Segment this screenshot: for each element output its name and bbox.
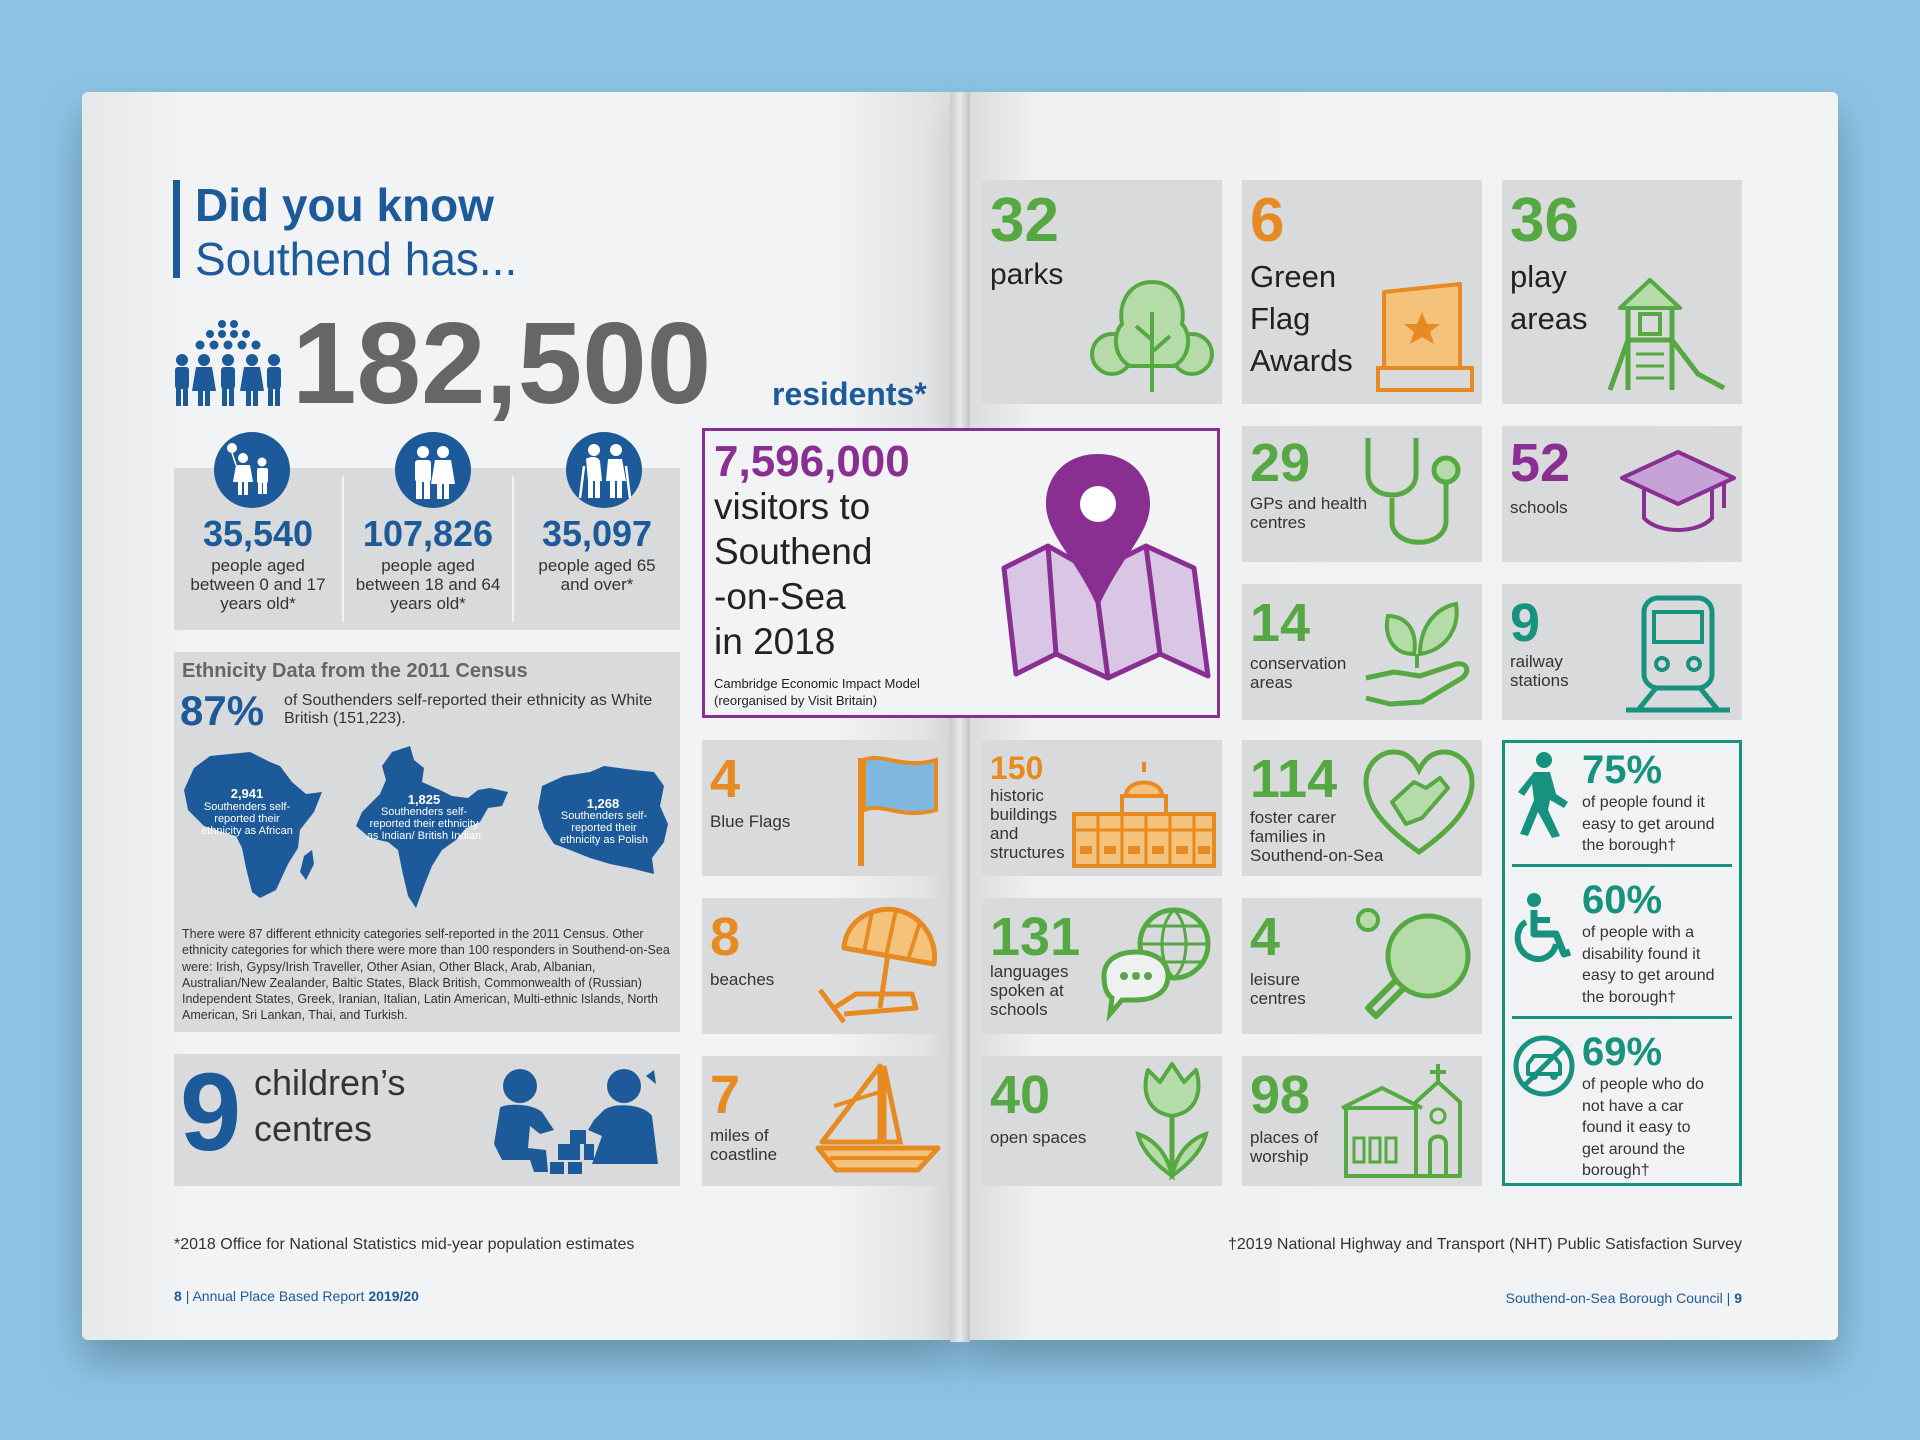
walking-percent: 75% <box>1582 748 1663 792</box>
railway-label: railway stations <box>1510 652 1569 691</box>
childrens-centres-line1: children’s <box>254 1062 406 1103</box>
play-areas-number: 36 <box>1510 186 1579 255</box>
visitors-line2: Southend <box>714 531 873 572</box>
page-subtitle: Southend has... <box>195 233 518 285</box>
transport-divider <box>1512 1016 1732 1019</box>
no-car-percent: 69% <box>1582 1030 1663 1074</box>
beaches-number: 8 <box>710 907 741 967</box>
play-areas-label: play areas <box>1510 259 1588 336</box>
no-car-icon <box>1512 1034 1576 1098</box>
left-page-number: 8 <box>174 1288 182 1304</box>
conservation-label: conservation areas <box>1250 654 1347 693</box>
languages-number: 131 <box>990 907 1081 967</box>
walking-text: of people found it easy to get around the borough† <box>1582 794 1715 855</box>
tulip-icon <box>1128 1060 1216 1180</box>
africa-number: 2,941 <box>230 786 264 801</box>
visitors-line3: -on-Sea <box>714 576 846 617</box>
india-number: 1,825 <box>407 792 441 807</box>
page-title: Did you know <box>195 179 494 231</box>
flag-icon <box>852 752 942 868</box>
africa-text: Southenders self-reported their ethnicity as African <box>201 801 293 838</box>
visitors-line4: in 2018 <box>714 621 836 662</box>
left-footer <box>174 1288 419 1304</box>
transport-divider <box>1512 864 1732 867</box>
historic-building-icon <box>1070 760 1218 872</box>
crowd-icon <box>172 318 284 408</box>
india-text: Southenders self-reported their ethnicity as Indian/ British Indian <box>366 806 482 843</box>
globe-speech-icon <box>1098 904 1216 1028</box>
leisure-label: leisure centres <box>1250 970 1306 1009</box>
green-flag-number: 6 <box>1250 186 1285 255</box>
ethnicity-heading: Ethnicity Data from the 2011 Census <box>182 660 528 682</box>
children-icon <box>214 432 290 508</box>
conservation-number: 14 <box>1250 593 1311 653</box>
leisure-number: 4 <box>1250 907 1281 967</box>
ping-pong-icon <box>1352 904 1476 1028</box>
beach-umbrella-icon <box>816 904 944 1026</box>
walking-person-icon <box>1512 750 1572 840</box>
gps-label: GPs and health centres <box>1250 494 1368 533</box>
right-footer-text: Southend-on-Sea Borough Council | <box>1505 1290 1735 1306</box>
visitors-line1: visitors to <box>714 486 871 527</box>
age-65-plus-label: people aged 65 and over* <box>538 556 656 595</box>
schools-number: 52 <box>1510 433 1571 493</box>
plant-hand-icon <box>1360 592 1476 714</box>
title-bar <box>173 180 180 278</box>
right-page-number: 9 <box>1734 1290 1742 1306</box>
visitors-number: 7,596,000 <box>714 437 910 486</box>
no-car-text: of people who do not have a car found it easy to get around the borough† <box>1582 1076 1704 1180</box>
foster-carers-label: foster carer families in Southend-on-Sea <box>1250 808 1384 866</box>
poland-text: Southenders self-reported their ethnicity as Polish <box>559 810 649 847</box>
left-footer-year: 2019/20 <box>368 1288 419 1304</box>
left-footnote: *2018 Office for National Statistics mid-year population estimates <box>174 1236 635 1253</box>
church-icon <box>1336 1062 1476 1180</box>
historic-buildings-label: historic buildings and structures <box>990 786 1065 863</box>
age-0-17-number: 35,540 <box>202 513 314 554</box>
ethnicity-percent-text: of Southenders self-reported their ethnicity as White British (151,223). <box>284 692 653 727</box>
visitors-source-line1: Cambridge Economic Impact Model <box>714 676 920 691</box>
poland-number: 1,268 <box>586 796 620 811</box>
coastline-number: 7 <box>710 1065 741 1125</box>
adults-icon <box>395 432 471 508</box>
left-footer-text: | Annual Place Based Report <box>185 1288 369 1304</box>
open-spaces-label: open spaces <box>990 1128 1087 1147</box>
age-18-64-label: people aged between 18 and 64 years old* <box>355 556 501 614</box>
children-playing-icon <box>480 1064 670 1178</box>
residents-label: residents* <box>772 376 927 412</box>
ethnicity-note: There were 87 different ethnicity categories self-reported in the 2011 Census. Other ethnicity categories for which there were more than 100 responders in Southend-on-Sea were: Irish, Gypsy/Irish Traveller, Other Asian, Other Black, Arab, Albanian, Australian/New Zealander, Baltic States, Black British, Commonwealth of (Russian) Independent States, Greek, Iranian, Italian, Latin American, Multi-ethnic Islands, North American, Sri Lankan, Thai, and Turkish. <box>182 927 670 1023</box>
stethoscope-icon <box>1360 432 1476 558</box>
residents-number: 182,500 <box>292 298 712 428</box>
green-flag-label: Green Flag Awards <box>1250 259 1353 378</box>
worship-number: 98 <box>1250 1065 1311 1125</box>
foster-carers-number: 114 <box>1250 749 1338 809</box>
parks-label: parks <box>990 258 1064 291</box>
ethnicity-percent: 87% <box>180 687 265 734</box>
train-icon <box>1620 592 1736 714</box>
visitors-source-line2: (reorganised by Visit Britain) <box>714 693 878 708</box>
wheelchair-icon <box>1512 892 1574 964</box>
graduation-cap-icon <box>1618 448 1738 540</box>
beaches-label: beaches <box>710 970 775 989</box>
award-plaque-icon <box>1376 282 1476 394</box>
languages-label: languages spoken at schools <box>990 962 1069 1020</box>
tree-icon <box>1088 276 1216 396</box>
schools-label: schools <box>1510 498 1568 517</box>
elderly-icon <box>566 432 642 508</box>
playground-icon <box>1598 278 1728 394</box>
age-65-plus-number: 35,097 <box>541 513 653 554</box>
worship-label: places of worship <box>1250 1128 1319 1167</box>
age-0-17-label: people aged between 0 and 17 years old* <box>190 556 326 614</box>
blue-flags-number: 4 <box>710 749 741 809</box>
disability-percent: 60% <box>1582 878 1663 922</box>
heart-hands-icon <box>1362 748 1476 858</box>
right-footer <box>1402 1290 1742 1306</box>
open-spaces-number: 40 <box>990 1065 1051 1125</box>
historic-buildings-number: 150 <box>990 750 1044 786</box>
coastline-label: miles of coastline <box>710 1126 778 1165</box>
disability-text: of people with a disability found it easy to get around the borough† <box>1582 924 1715 1006</box>
childrens-centres-number: 9 <box>180 1051 242 1174</box>
parks-number: 32 <box>990 186 1059 255</box>
blue-flags-label: Blue Flags <box>710 812 791 831</box>
childrens-centres-line2: centres <box>254 1108 373 1149</box>
map-pin-icon <box>990 448 1210 688</box>
right-footnote: †2019 National Highway and Transport (NHT) Public Satisfaction Survey <box>1227 1236 1742 1253</box>
age-18-64-number: 107,826 <box>362 513 494 554</box>
gps-number: 29 <box>1250 433 1311 493</box>
sailboat-icon <box>814 1062 942 1176</box>
railway-number: 9 <box>1510 593 1541 653</box>
